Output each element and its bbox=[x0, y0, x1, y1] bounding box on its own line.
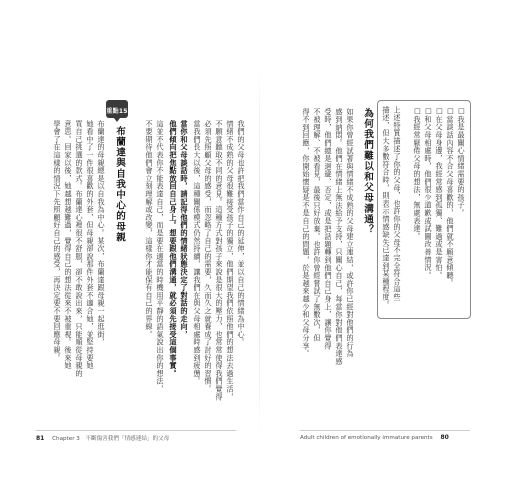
highlight-line: 當你和父母談話時，請記得他們的情緒狀態決定了對話的走向， bbox=[180, 120, 189, 339]
footer-rule bbox=[300, 430, 470, 431]
story-line: 布蘭達的母親總是以自我為中心。某次，布蘭達跟母親一起逛街， bbox=[97, 120, 106, 347]
story-line: 學會了在這樣的情況下先照顧好自己的感受，再決定要不要回應母親。 bbox=[53, 120, 62, 362]
paragraph-line: 當我們長大以後，這種關係模式仍然持續，讓我們在與父母相處時感到疲憊。 bbox=[193, 120, 202, 386]
story-subheading: 布蘭達與自我中心的母親 bbox=[114, 126, 125, 243]
book-spine bbox=[259, 60, 260, 440]
paragraph-line: 不要期待他們會立刻理解或改變，這樣你才能保有自己的界線。 bbox=[145, 120, 154, 339]
footer-chapter-title: Chapter 3 不斷傷害我們「情感連結」的父母 bbox=[52, 436, 170, 442]
story-line: 買自己挑選的款式。布蘭達心裡很不舒服，卻不敢說出來，只能順從母親的 bbox=[75, 120, 84, 378]
section-heading: 為何我們難以和父母溝通？ bbox=[362, 108, 373, 236]
page-footer-right bbox=[300, 434, 449, 441]
story-line: 她看中了一件很喜歡的外套，但母親卻說那件外套不適合她，並堅持要她 bbox=[86, 120, 95, 370]
highlight-line: 他們傾向把焦點放回自己身上。想要跟他們溝通，就必須先接受這個事實。 bbox=[169, 120, 178, 378]
paragraph-line: 不願意聽取不同的意見。這種方式對孩子來說是很大的壓力，也常常使得我們覺得 bbox=[215, 120, 224, 401]
badge-label: 重點15 bbox=[106, 108, 128, 115]
checklist-item: □我是最關心情緒需要的孩子。 bbox=[457, 106, 466, 217]
key-point-badge bbox=[106, 100, 128, 122]
paragraph-line: 必須先照顧父母的感受，而忽略了自己的需要，久而久之就養成了討好的習慣。 bbox=[204, 120, 213, 393]
page-number: 81 bbox=[36, 435, 45, 442]
footer-rule bbox=[36, 430, 236, 431]
checklist-item: □和父母相處時，他們很少道歉或試圖改善情況。 bbox=[424, 106, 433, 280]
checklist-item: □我經常厭倦父母的想法，無處表達。 bbox=[413, 106, 422, 241]
checklist-note: 上述特質描述了你的父母，也許你的父母不完全符合這些 bbox=[393, 106, 402, 301]
footer-running-title: Adult children of emotionally immature parents bbox=[300, 435, 433, 441]
paragraph-line: 這並不代表你不能表達自己，而是要在適當的時機用平靜的語氣說出你的想法， bbox=[156, 120, 165, 393]
paragraph-line: 不被理解、不被看見，最後只好放棄。也許你曾經嘗試了無數次，但 bbox=[313, 108, 322, 342]
checklist-note: 描述，但大多數符合時，則表示情感缺失已達到某種程度。 bbox=[382, 106, 391, 309]
checklist-item: □在父母身邊，我經常感到孤獨、難過或是害怕。 bbox=[435, 106, 444, 280]
paragraph-line: 如果你曾經試著與情緒不成熟的父母建立連結，或許你已經對他們的行為 bbox=[346, 108, 355, 358]
paragraph-line: 得不到回應，你開始懷疑是不是自己的問題，於是越來越少和父母分享。 bbox=[302, 108, 311, 358]
paragraph-line: 受時，他們總是迴避、否定，或是把話題轉到他們自己身上，讓你覺得 bbox=[324, 108, 333, 350]
story-line: 意思。回家以後，她越想越難過，覺得自己的想法從來不被重視。後來她 bbox=[64, 120, 73, 370]
paragraph-line: 感到納悶。他們在情緒上無法給予支持，只關心自己，每當你對他們表達感 bbox=[335, 108, 344, 366]
paragraph-line: 情緒不成熟的父母很難接受孩子的獨立，他們期望我們依照他們的想法去過生活， bbox=[226, 120, 235, 401]
page-number: 80 bbox=[440, 434, 449, 441]
page-footer-left bbox=[36, 434, 169, 442]
checklist-item: □當談話內容不合父母喜歡的，他們就不願意傾聽。 bbox=[446, 106, 455, 288]
paragraph-line: 我們的父母也許把我們當作自己的延伸，並以自己的情緒為中心。 bbox=[237, 120, 246, 347]
